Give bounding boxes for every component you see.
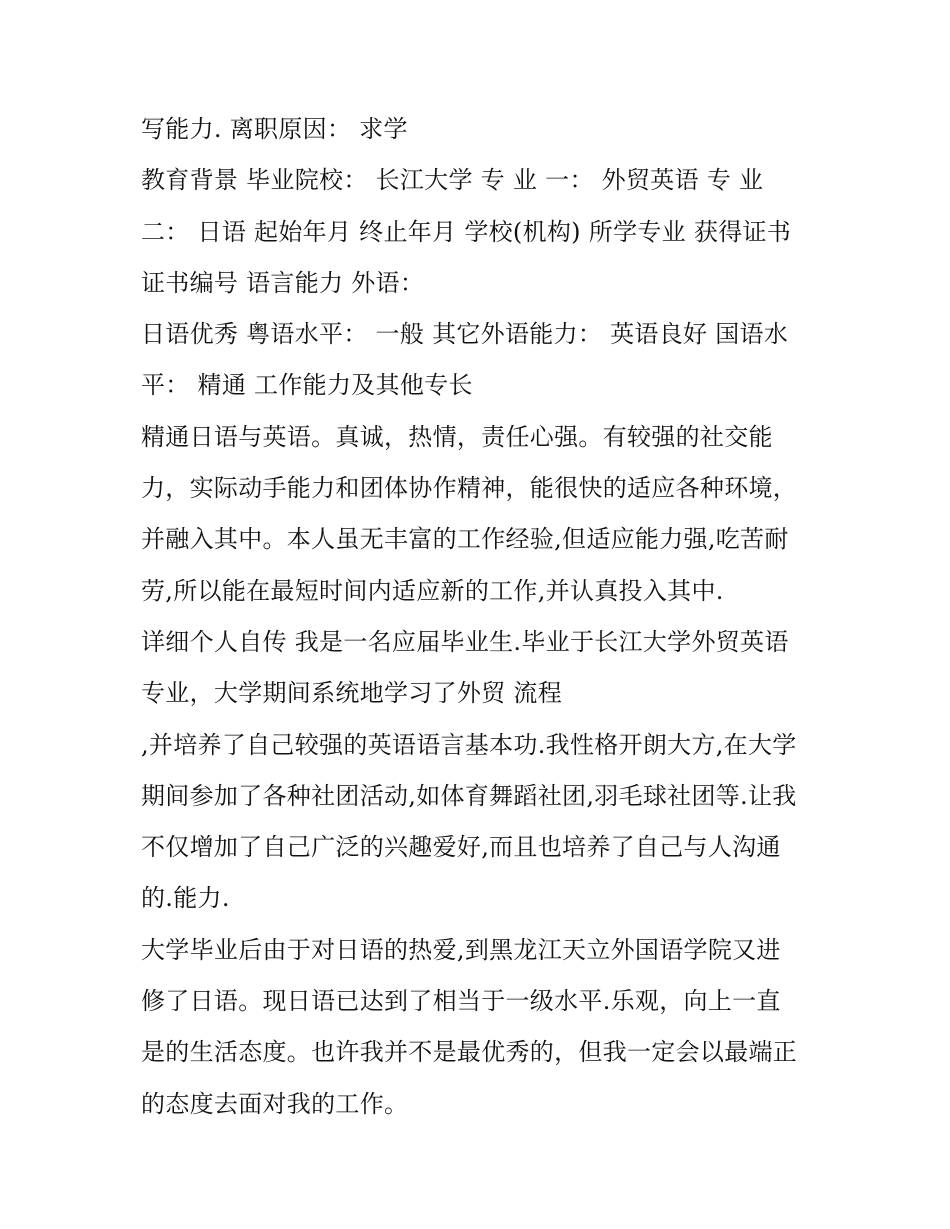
text-line: 不仅增加了自己广泛的兴趣爱好,而且也培养了自己与人沟通 xyxy=(141,833,781,862)
text-line: 精通日语与英语。真诚，热情，责任心强。有较强的社交能 xyxy=(141,422,773,451)
text-line: 教育背景 毕业院校： 长江大学 专 业 一： 外贸英语 专 业 xyxy=(141,166,764,195)
document-body xyxy=(141,104,821,1130)
text-line: 平： 精通 工作能力及其他专长 xyxy=(141,371,473,400)
text-line: 专业，大学期间系统地学习了外贸 流程 xyxy=(141,679,563,708)
text-line: 的.能力. xyxy=(141,884,230,913)
text-line: 并融入其中。本人虽无丰富的工作经验,但适应能力强,吃苦耐 xyxy=(141,525,789,554)
text-line: 期间参加了各种社团活动,如体育舞蹈社团,羽毛球社团等.让我 xyxy=(141,781,797,810)
text-line: 证书编号 语言能力 外语： xyxy=(141,268,425,297)
text-line: 劳,所以能在最短时间内适应新的工作,并认真投入其中. xyxy=(141,576,724,605)
text-line: 的态度去面对我的工作。 xyxy=(141,1089,409,1118)
text-line: 二： 日语 起始年月 终止年月 学校(机构) 所学专业 获得证书 xyxy=(141,217,792,246)
text-line: ,并培养了自己较强的英语语言基本功.我性格开朗大方,在大学 xyxy=(141,730,797,759)
text-line: 是的生活态度。也许我并不是最优秀的，但我一定会以最端正 xyxy=(141,1038,798,1067)
text-line: 力，实际动手能力和团体协作精神，能很快的适应各种环境， xyxy=(141,474,798,503)
text-line: 修了日语。现日语已达到了相当于一级水平.乐观，向上一直 xyxy=(141,987,781,1016)
text-line: 日语优秀 粤语水平： 一般 其它外语能力： 英语良好 国语水 xyxy=(141,320,789,349)
text-line: 详细个人自传 我是一名应届毕业生.毕业于长江大学外贸英语 xyxy=(141,627,789,656)
text-line: 写能力. 离职原因： 求学 xyxy=(141,115,408,143)
text-line: 大学毕业后由于对日语的热爱,到黑龙江天立外国语学院又进 xyxy=(141,935,781,964)
